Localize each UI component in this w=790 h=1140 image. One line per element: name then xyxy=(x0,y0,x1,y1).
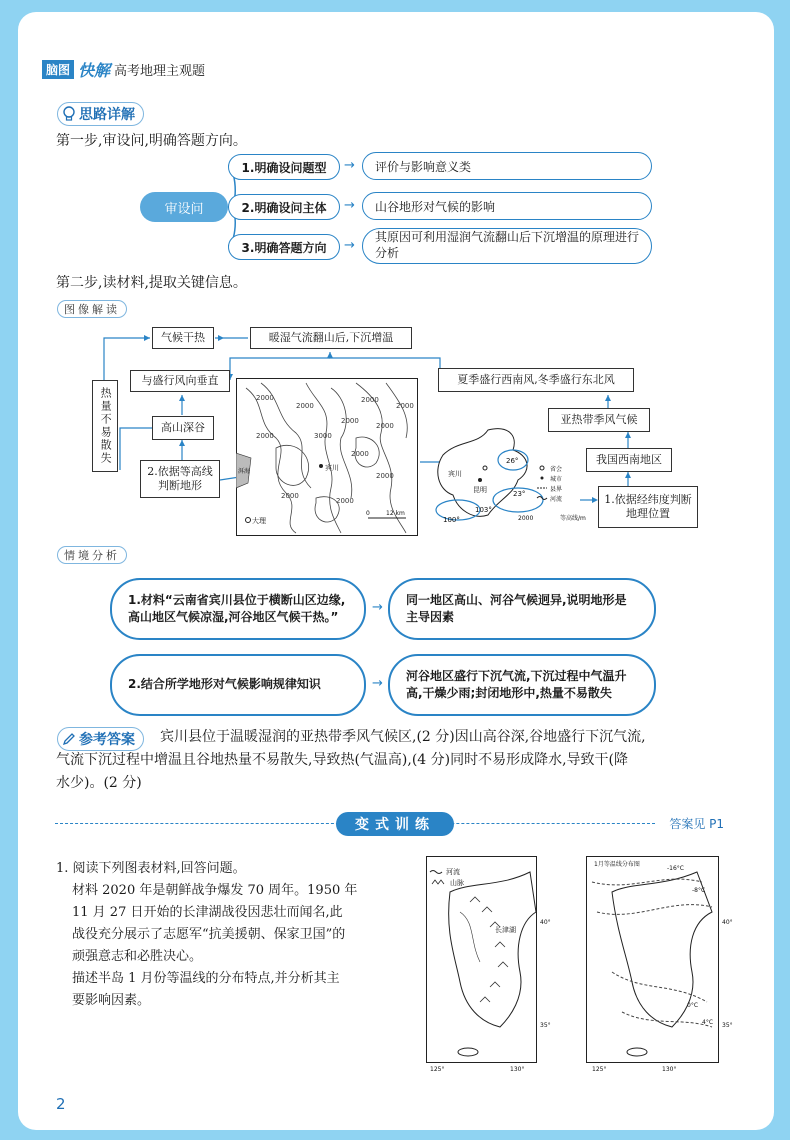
contour-label: 2000 xyxy=(281,492,299,500)
map1-legend-river: 河流 xyxy=(446,868,460,876)
map2-lat35: 35° xyxy=(722,1022,733,1029)
book-title: 高考地理主观题 xyxy=(114,64,206,79)
korea-isotherm-map xyxy=(582,852,742,1074)
map2-lat40: 40° xyxy=(722,919,733,926)
brand-badge: 脑图 xyxy=(42,60,74,79)
contour-label: 2000 xyxy=(396,402,414,410)
locator-map xyxy=(418,420,600,530)
box-contour-terrain: 2.依据等高线判断地形 xyxy=(140,460,220,498)
material-line-1: 材料 2020 年是朝鲜战争爆发 70 周年。1950 年 xyxy=(72,883,358,898)
arrow-icon: → xyxy=(344,238,355,253)
box-seasonal-winds: 夏季盛行西南风,冬季盛行东北风 xyxy=(438,368,634,392)
section-tag-answer xyxy=(57,727,144,751)
row3-label: 3.明确答题方向 xyxy=(228,234,340,260)
row1-label: 1.明确设问题型 xyxy=(228,154,340,180)
arrow-icon: → xyxy=(344,158,355,173)
map2-t8: -8°C xyxy=(692,887,706,894)
box-high-mountains-deep-valleys: 高山深谷 xyxy=(152,416,214,440)
map2-t16: -16°C xyxy=(667,865,684,872)
scale-label: 12 km xyxy=(386,510,405,517)
lake-label: 洱海 xyxy=(238,468,251,475)
context-knowledge-bubble: 2.结合所学地形对气候影响规律知识 xyxy=(110,654,366,716)
contour-label: 2000 xyxy=(341,417,359,425)
material-line-3: 战役充分展示了志愿军“抗美援朝、保家卫国”的 xyxy=(72,927,346,942)
map2-legend: 1月等温线分布图 xyxy=(594,861,640,868)
answer-line-1: 宾川县位于温暖湿润的亚热带季风气候区,(2 分)因山高谷深,谷地盛行下沉气流, xyxy=(160,729,646,745)
contour-map xyxy=(236,378,418,536)
locator-lat23: 23° xyxy=(513,490,526,498)
map1-lon130: 130° xyxy=(510,1066,525,1073)
material-line-6: 要影响因素。 xyxy=(72,993,151,1008)
legend-county: 县界 xyxy=(550,486,563,493)
contour-label: 2000 xyxy=(296,402,314,410)
locator-lat26: 26° xyxy=(506,457,519,465)
page-number: 2 xyxy=(56,1095,66,1113)
box-latlon-location: 1.依据经纬度判断地理位置 xyxy=(598,486,698,528)
legend-contour: 等高线/m xyxy=(560,515,586,522)
context-mechanism-bubble: 河谷地区盛行下沉气流,下沉过程中气温升高,干燥少雨;封闭地形中,热量不易散失 xyxy=(388,654,656,716)
section-tag-figure: 图像解读 xyxy=(57,300,127,318)
row1-value: 评价与影响意义类 xyxy=(362,152,652,180)
legend-city: 城市 xyxy=(550,476,563,483)
map1-lake: 长津湖 xyxy=(495,926,516,934)
arrow-icon: → xyxy=(372,600,383,615)
map1-lat35: 35° xyxy=(540,1022,551,1029)
question-1: 1. 阅读下列图表材料,回答问题。 xyxy=(56,861,246,876)
locator-lon100: 100° xyxy=(443,516,460,524)
map1-lon125: 125° xyxy=(430,1066,445,1073)
step1-text: 第一步,审设问,明确答题方向。 xyxy=(56,133,247,149)
box-warm-air-descends: 暖湿气流翻山后,下沉增温 xyxy=(250,327,412,349)
locator-kunming: 昆明 xyxy=(473,486,487,494)
scale-zero: 0 xyxy=(366,510,370,517)
map1-legend-mountain: 山脉 xyxy=(450,879,464,887)
box-southwest-china: 我国西南地区 xyxy=(586,448,672,472)
practice-title: 变式训练 xyxy=(336,812,454,836)
context-material-bubble: 1.材料“云南省宾川县位于横断山区边缘,高山地区气候凉湿,河谷地区气候干热。” xyxy=(110,578,366,640)
arrow-icon: → xyxy=(372,676,383,691)
hub-review-question: 审设问 xyxy=(140,192,228,222)
contour-label: 2000 xyxy=(376,472,394,480)
box-heat-retained: 热量不易散失 xyxy=(92,380,118,472)
section-tag-context: 情境分析 xyxy=(57,546,127,564)
contour-label: 2000 xyxy=(336,497,354,505)
contour-label: 3000 xyxy=(314,432,332,440)
contour-label: 2000 xyxy=(256,432,274,440)
dali-label: 大理 xyxy=(252,517,266,525)
material-line-5: 描述半岛 1 月份等温线的分布特点,并分析其主 xyxy=(72,971,340,986)
row3-value: 其原因可利用湿润气流翻山后下沉增温的原理进行分析 xyxy=(362,228,652,264)
answer-line-3: 水少)。(2 分) xyxy=(56,775,142,791)
box-perpendicular-wind: 与盛行风向垂直 xyxy=(130,370,230,392)
legend-river: 河流 xyxy=(550,496,563,503)
map2-t0: 0°C xyxy=(687,1002,699,1009)
material-line-2: 11 月 27 日开始的长津湖战役因悲壮而闻名,此 xyxy=(72,905,343,920)
map2-t4: 4°C xyxy=(702,1019,714,1026)
box-climate-dry-hot: 气候干热 xyxy=(152,327,214,349)
map2-lon130: 130° xyxy=(662,1066,677,1073)
binchuan-label: 宾川 xyxy=(325,464,339,472)
section-tag-label: 参考答案 xyxy=(79,732,135,748)
step2-text: 第二步,读材料,提取关键信息。 xyxy=(56,275,247,291)
pen-icon xyxy=(62,732,76,746)
arrow-icon: → xyxy=(344,198,355,213)
row2-label: 2.明确设问主体 xyxy=(228,194,340,220)
map2-lon125: 125° xyxy=(592,1066,607,1073)
brand-title: 快解 xyxy=(78,61,111,80)
locator-binchuan: 宾川 xyxy=(448,470,462,478)
korea-river-mountain-map xyxy=(420,852,560,1074)
context-conclusion-bubble: 同一地区高山、河谷气候迥异,说明地形是主导因素 xyxy=(388,578,656,640)
legend-contour-value: 2000 xyxy=(518,515,534,522)
row2-value: 山谷地形对气候的影响 xyxy=(362,192,652,220)
answer-line-2: 气流下沉过程中增温且谷地热量不易散失,导致热(气温高),(4 分)同时不易形成降水,导致干(降 xyxy=(56,752,629,768)
contour-label: 2000 xyxy=(351,450,369,458)
map1-lat40: 40° xyxy=(540,919,551,926)
locator-lon103: 103° xyxy=(475,506,492,514)
answer-reference: 答案见 P1 xyxy=(669,817,724,831)
box-subtropical-monsoon: 亚热带季风气候 xyxy=(548,408,650,432)
contour-label: 2000 xyxy=(256,394,274,402)
section-tag-label: 思路详解 xyxy=(79,107,135,123)
legend-capital: 省会 xyxy=(550,466,563,473)
material-line-4: 顽强意志和必胜决心。 xyxy=(72,949,203,964)
contour-label: 2000 xyxy=(361,396,379,404)
contour-label: 2000 xyxy=(376,422,394,430)
